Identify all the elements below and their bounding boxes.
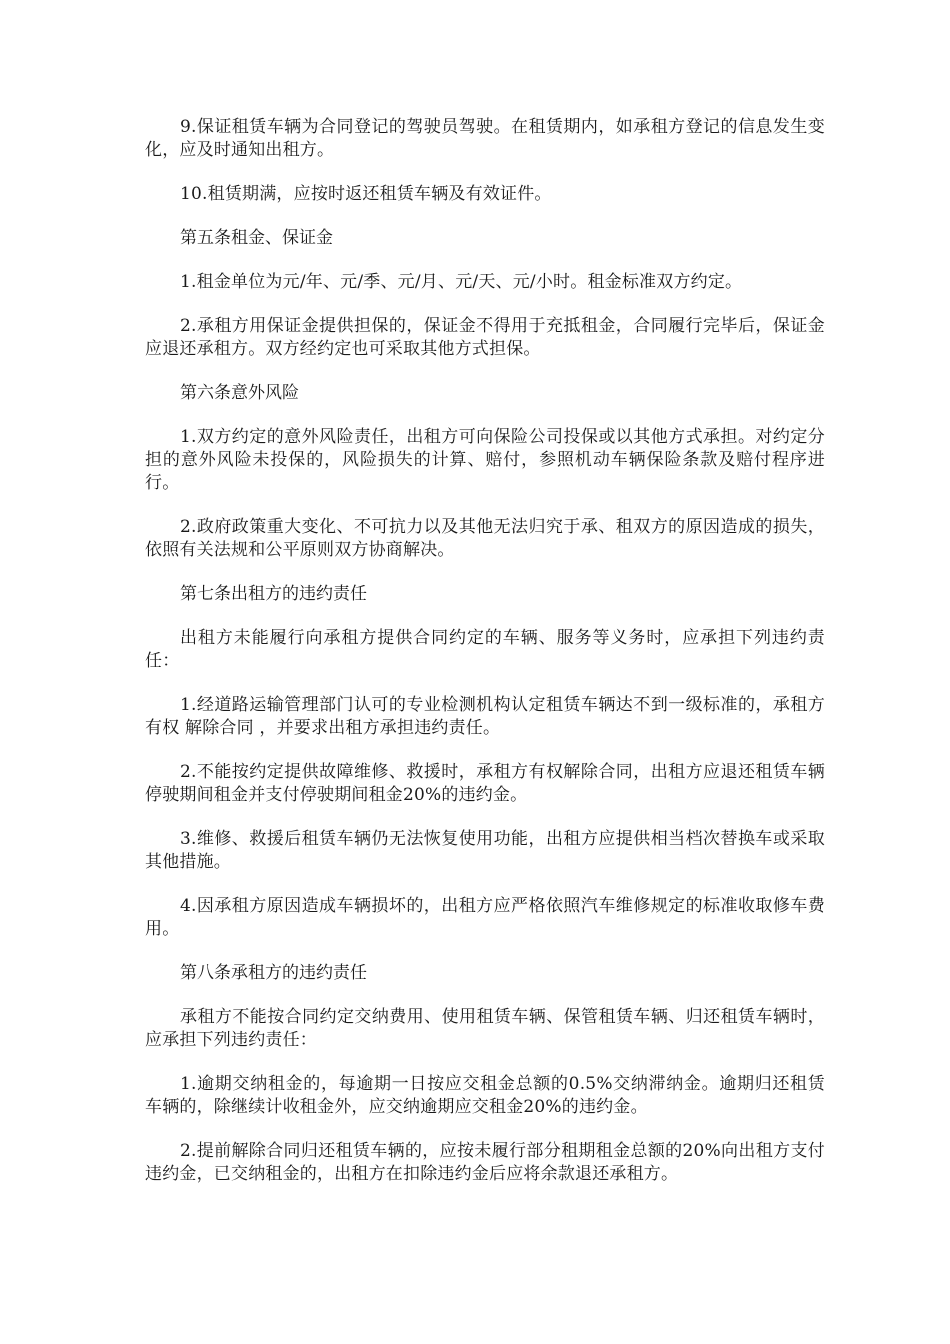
article-6-heading: 第六条意外风险 (180, 383, 299, 403)
article-8-item-2: 2.提前解除合同归还租赁车辆的，应按未履行部分租期租金总额的20%向出租方支付违约金，已交纳租金的，出租方在扣除违约金后应将余款退还承租方。 (145, 1141, 825, 1184)
article-8-item-1: 1.逾期交纳租金的，每逾期一日按应交租金总额的0.5%交纳滞纳金。逾期归还租赁车辆的，除继续计收租金外，应交纳逾期应交租金20%的违约金。 (145, 1074, 825, 1117)
article-5-heading: 第五条租金、保证金 (180, 228, 333, 248)
article-7-item-3: 3.维修、救援后租赁车辆仍无法恢复使用功能，出租方应提供相当档次替换车或采取其他措施。 (145, 829, 825, 872)
clause-4-item-9: 9.保证租赁车辆为合同登记的驾驶员驾驶。在租赁期内，如承租方登记的信息发生变化，应及时通知出租方。 (145, 117, 825, 160)
clause-4-item-10: 10.租赁期满，应按时返还租赁车辆及有效证件。 (180, 184, 552, 204)
article-5-item-2: 2.承租方用保证金提供担保的，保证金不得用于充抵租金，合同履行完毕后，保证金应退还承租方。双方经约定也可采取其他方式担保。 (145, 316, 825, 359)
article-8-intro: 承租方不能按合同约定交纳费用、使用租赁车辆、保管租赁车辆、归还租赁车辆时，应承担下列违约责任： (145, 1007, 825, 1050)
article-6-item-1: 1.双方约定的意外风险责任，出租方可向保险公司投保或以其他方式承担。对约定分担的意外风险未投保的，风险损失的计算、赔付，参照机动车辆保险条款及赔付程序进行。 (145, 427, 825, 493)
article-7-item-1: 1.经道路运输管理部门认可的专业检测机构认定租赁车辆达不到一级标准的，承租方有权 解除合同 ，并要求出租方承担违约责任。 (145, 695, 825, 738)
article-7-intro: 出租方未能履行向承租方提供合同约定的车辆、服务等义务时，应承担下列违约责任： (145, 628, 825, 671)
article-7-item-4: 4.因承租方原因造成车辆损坏的，出租方应严格依照汽车维修规定的标准收取修车费用。 (145, 896, 825, 939)
article-7-heading: 第七条出租方的违约责任 (180, 584, 367, 604)
article-6-item-2: 2.政府政策重大变化、不可抗力以及其他无法归究于承、租双方的原因造成的损失，依照有关法规和公平原则双方协商解决。 (145, 517, 825, 560)
document-page (145, 116, 825, 1207)
article-7-item-2: 2.不能按约定提供故障维修、救援时，承租方有权解除合同，出租方应退还租赁车辆停驶期间租金并支付停驶期间租金20%的违约金。 (145, 762, 825, 805)
article-5-item-1: 1.租金单位为元/年、元/季、元/月、元/天、元/小时。租金标准双方约定。 (180, 272, 743, 292)
article-8-heading: 第八条承租方的违约责任 (180, 963, 367, 983)
